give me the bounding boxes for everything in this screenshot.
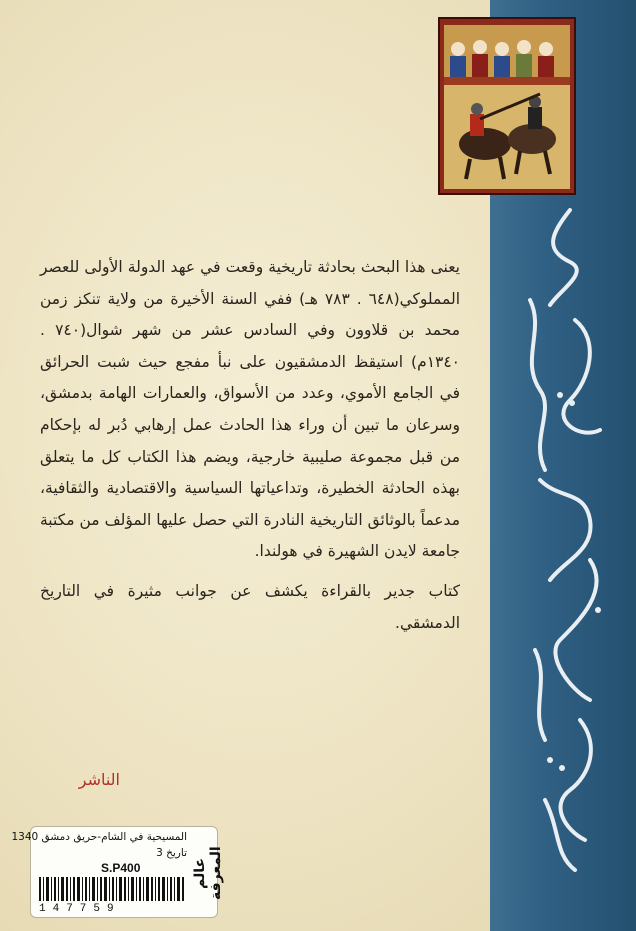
blurb-text xyxy=(40,252,460,639)
sticker-brand: عالم المعرفة xyxy=(192,846,224,900)
sticker-price: S.P400 xyxy=(101,861,141,875)
price-sticker xyxy=(11,826,224,918)
miniature-painting xyxy=(438,17,576,195)
sticker-series: تاريخ 3 xyxy=(156,847,187,859)
publisher-label: الناشر xyxy=(78,770,120,789)
blurb-paragraph-1: يعنى هذا البحث بحادثة تاريخية وقعت في عهد الدولة الأولى للعصر المملوكي(٦٤٨ . ٧٨٣ هـ) ففي السنة الأخيرة من ولاية تنكز زمن محمد بن قلاوون وفي السادس عشر من شهر شوال(٧٤٠ . ١٣٤٠م) استيقظ الدمشقيون على نبأ مفجع حيث شبت الحرائق في الجامع الأموي، وعدد من الأسواق، والعمارات الهامة بدمشق، وسرعان ما تبين أن وراء هذا الحادث عمل إرهابي دُبر له بإحكام من قبل مجموعة صليبية خارجية، ويضم هذا الكتاب كل ما يتعلق بهذه الحادثة الخطيرة، وتداعياتها السياسية والاقتصادية والثقافية، مدعماً بالوثائق التاريخية النادرة التي حصل عليها المؤلف من مكتبة جامعة لايدن الشهيرة في هولندا. xyxy=(40,258,461,561)
sticker-title: المسيحية في الشام-حريق دمشق 1340 xyxy=(11,831,187,843)
barcode xyxy=(37,877,187,901)
blurb-paragraph-2: كتاب جدير بالقراءة يكشف عن جوانب مثيرة في التاريخ الدمشقي. xyxy=(40,581,460,632)
barcode-number: 147759 xyxy=(39,903,121,915)
